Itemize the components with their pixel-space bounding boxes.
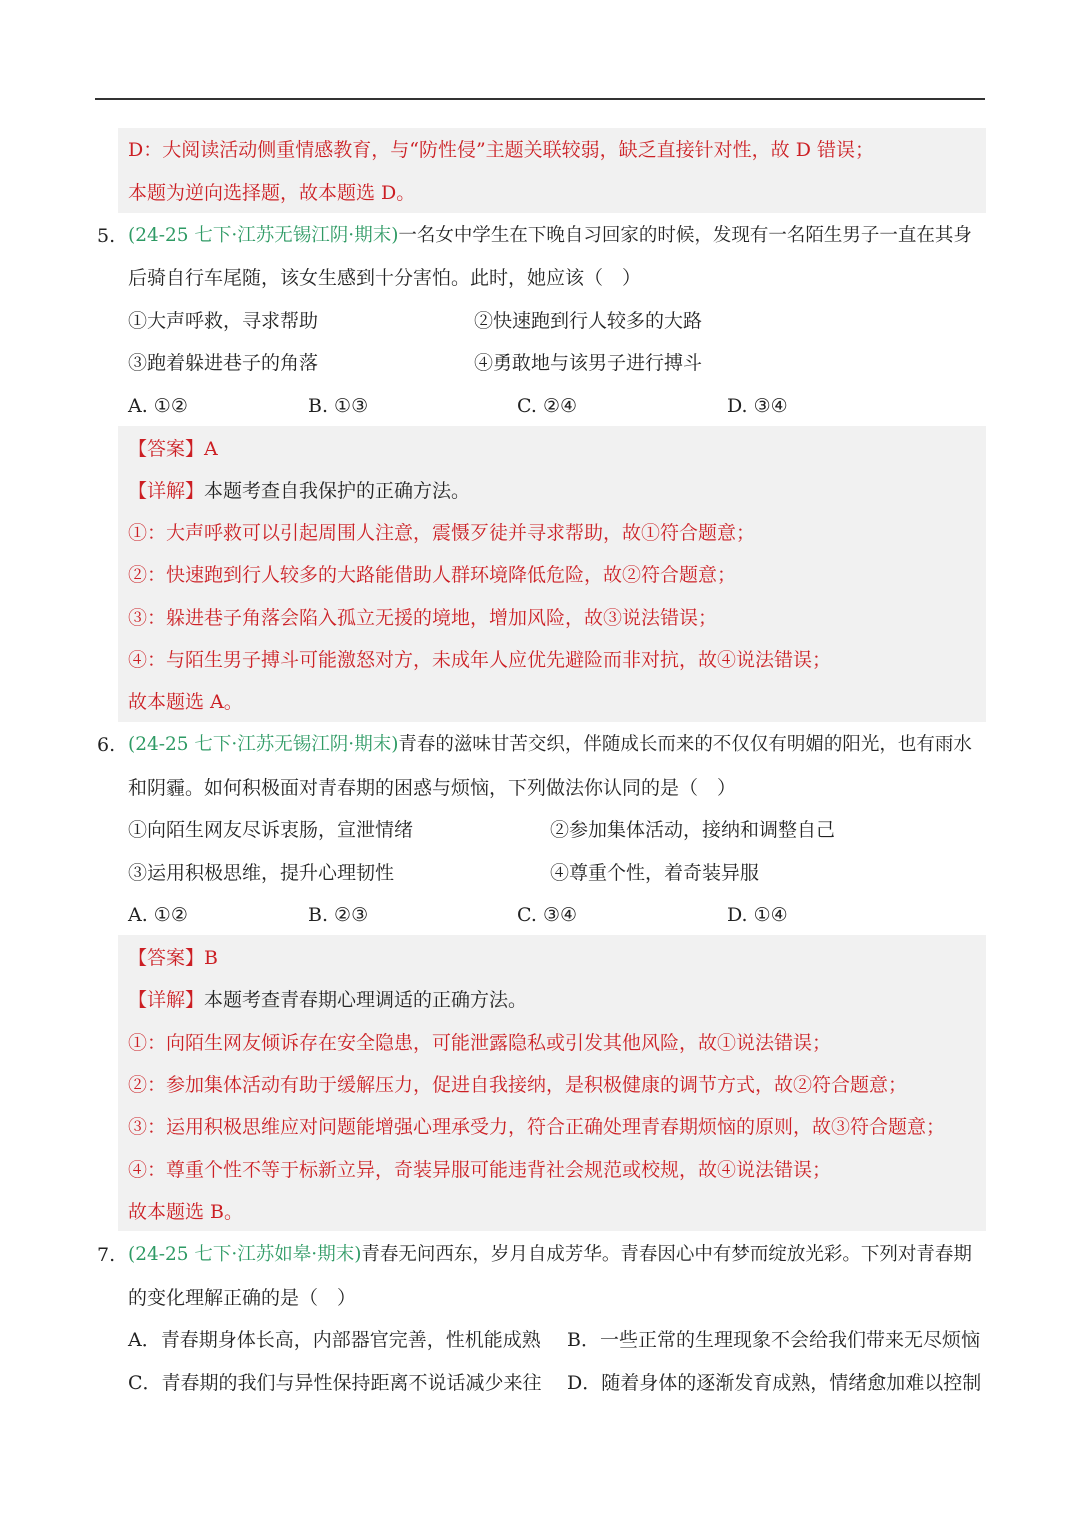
- q6-detail-text: 本题考查青春期心理调适的正确方法。: [204, 989, 528, 1011]
- q6-stem: [128, 732, 972, 758]
- q5-choice-a: A. ①②: [128, 395, 188, 417]
- q6-analysis-3: ③：运用积极思维应对问题能增强心理承受力，符合正确处理青春期烦恼的原则，故③符合题意；: [128, 1116, 946, 1138]
- prev-option-d-analysis: D：大阅读活动侧重情感教育，与“防性侵”主题关联较弱，缺乏直接针对性，故 D 错误；: [128, 139, 874, 161]
- q6-number: 6.: [97, 734, 116, 756]
- q5-item-4: ④勇敢地与该男子进行搏斗: [474, 352, 703, 374]
- q6-stem-line-1: 青春的滋味甘苦交织，伴随成长而来的不仅仅有明媚的阳光，也有雨水: [398, 734, 972, 755]
- q6-detail-label: 【详解】: [128, 989, 205, 1011]
- q7-choice-b: B．一些正常的生理现象不会给我们带来无尽烦恼: [567, 1329, 980, 1351]
- q5-answer-label: 【答案】: [128, 438, 205, 460]
- q7-choice-a: A．青春期身体长高，内部器官完善，性机能成熟: [128, 1329, 541, 1351]
- q7-number: 7.: [97, 1244, 116, 1266]
- q6-choice-a: A. ①②: [128, 904, 188, 926]
- q5-choice-c: C. ②④: [517, 395, 578, 417]
- q6-analysis-2: ②：参加集体活动有助于缓解压力，促进自我接纳，是积极健康的调节方式，故②符合题意；: [128, 1074, 908, 1096]
- q6-item-4: ④尊重个性，着奇装异服: [550, 862, 760, 884]
- header-rule: [95, 98, 985, 100]
- q5-conclusion: 故本题选 A。: [128, 691, 243, 713]
- q5-analysis-2: ②：快速跑到行人较多的大路能借助人群环境降低危险，故②符合题意；: [128, 564, 737, 586]
- q5-item-2: ②快速跑到行人较多的大路: [474, 310, 703, 332]
- q5-stem-line-2: 后骑自行车尾随，该女生感到十分害怕。此时，她应该（ ）: [128, 267, 642, 289]
- q5-stem-line-1: 一名女中学生在下晚自习回家的时候，发现有一名陌生男子一直在其身: [398, 225, 972, 246]
- q6-item-2: ②参加集体活动，接纳和调整自己: [550, 819, 836, 841]
- q6-answer: [128, 945, 218, 971]
- q6-analysis-4: ④：尊重个性不等于标新立异，奇装异服可能违背社会规范或校规，故④说法错误；: [128, 1159, 832, 1181]
- q5-choice-d: D. ③④: [727, 395, 788, 417]
- q5-item-1: ①大声呼救，寻求帮助: [128, 310, 319, 332]
- q6-choice-c: C. ③④: [517, 904, 578, 926]
- q5-item-3: ③跑着躲进巷子的角落: [128, 352, 319, 374]
- q7-stem: [128, 1242, 972, 1268]
- q7-stem-line-2: 的变化理解正确的是（ ）: [128, 1287, 357, 1309]
- q6-source: (24-25 七下·江苏无锡江阴·期末): [128, 734, 399, 755]
- q5-detail-label: 【详解】: [128, 480, 205, 502]
- q6-item-3: ③运用积极思维，提升心理韧性: [128, 862, 395, 884]
- q5-source: (24-25 七下·江苏无锡江阴·期末): [128, 225, 399, 246]
- q5-detail: [128, 478, 470, 504]
- q5-stem: [128, 223, 972, 249]
- q5-analysis-3: ③：躲进巷子角落会陷入孤立无援的境地，增加风险，故③说法错误；: [128, 607, 718, 629]
- q5-analysis-4: ④：与陌生男子搏斗可能激怒对方，未成年人应优先避险而非对抗，故④说法错误；: [128, 649, 832, 671]
- q6-item-1: ①向陌生网友尽诉衷肠，宣泄情绪: [128, 819, 414, 841]
- q7-source: (24-25 七下·江苏如皋·期末): [128, 1244, 362, 1265]
- q6-conclusion: 故本题选 B。: [128, 1201, 244, 1223]
- q5-number: 5.: [97, 225, 116, 247]
- prev-conclusion: 本题为逆向选择题，故本题选 D。: [128, 182, 416, 204]
- q7-choice-c: C．青春期的我们与异性保持距离不说话减少来往: [128, 1372, 542, 1394]
- q7-stem-line-1: 青春无问西东，岁月自成芳华。青春因心中有梦而绽放光彩。下列对青春期: [361, 1244, 972, 1265]
- q5-analysis-1: ①：大声呼救可以引起周围人注意，震慑歹徒并寻求帮助，故①符合题意；: [128, 522, 756, 544]
- q6-detail: [128, 987, 527, 1013]
- q6-choice-d: D. ①④: [727, 904, 788, 926]
- q6-answer-value: B: [204, 947, 218, 969]
- q6-choice-b: B. ②③: [308, 904, 369, 926]
- q6-analysis-1: ①：向陌生网友倾诉存在安全隐患，可能泄露隐私或引发其他风险，故①说法错误；: [128, 1032, 832, 1054]
- q7-choice-d: D．随着身体的逐渐发育成熟，情绪愈加难以控制: [567, 1372, 982, 1394]
- q5-answer-value: A: [204, 438, 218, 460]
- q6-answer-label: 【答案】: [128, 947, 205, 969]
- q5-choice-b: B. ①③: [308, 395, 369, 417]
- q5-answer: [128, 436, 218, 462]
- q5-detail-text: 本题考查自我保护的正确方法。: [204, 480, 471, 502]
- q6-stem-line-2: 和阴霾。如何积极面对青春期的困惑与烦恼，下列做法你认同的是（ ）: [128, 777, 737, 799]
